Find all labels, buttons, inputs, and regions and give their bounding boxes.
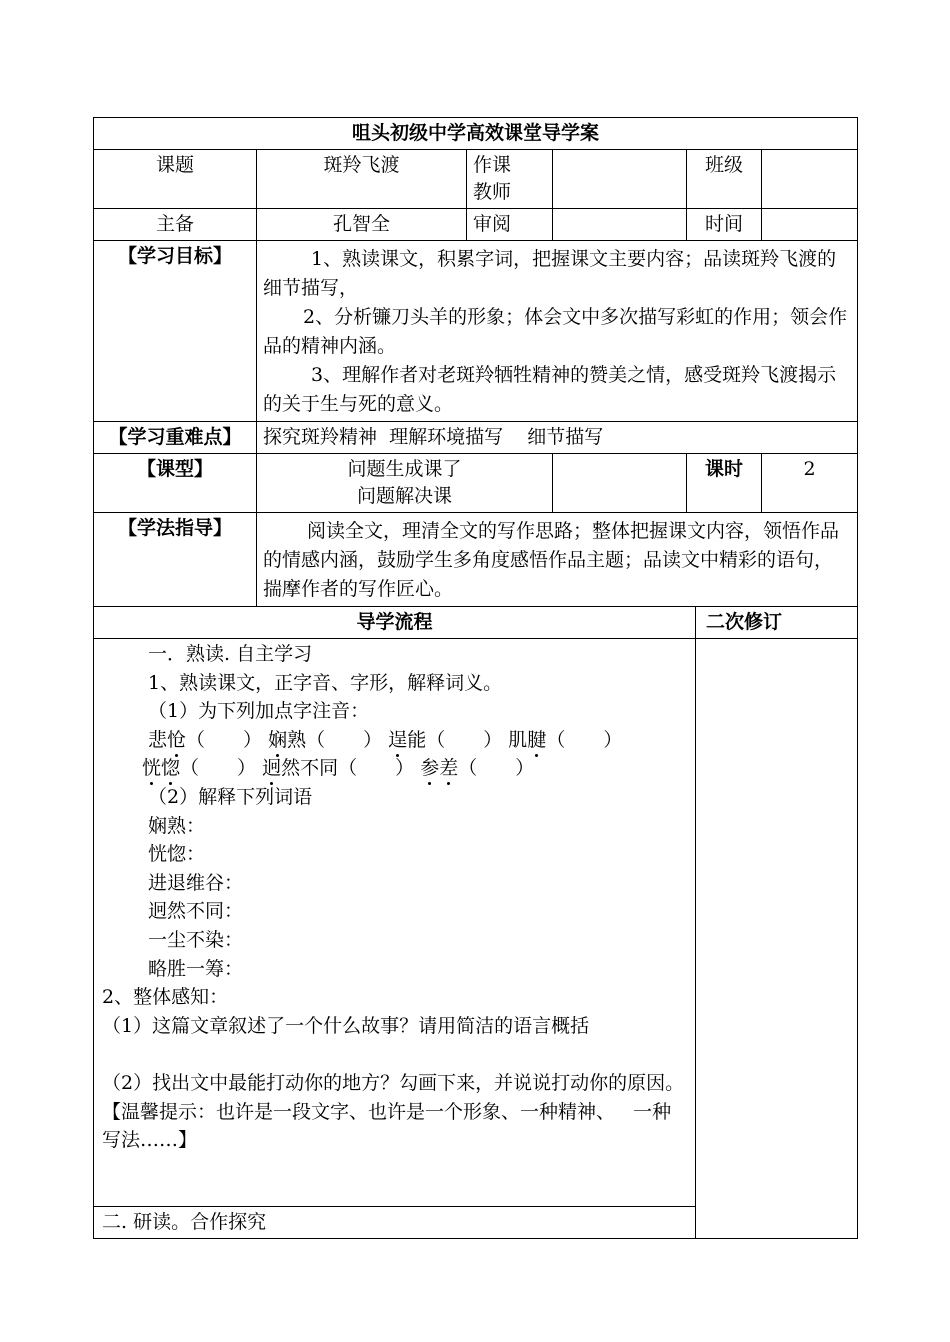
pinyin-word — [268, 729, 382, 751]
difficulty-value: 探究斑羚精神 理解环境描写 细节描写 — [257, 422, 858, 454]
term-item: 进退维谷： — [148, 871, 244, 894]
answer-blank[interactable]: （ ） — [546, 728, 623, 751]
term-item: 迥然不同： — [148, 900, 244, 923]
pinyin-row-2 — [102, 754, 687, 783]
pinyin-word — [420, 757, 534, 779]
term-item: 恍惚： — [148, 843, 206, 866]
teacher-label — [467, 150, 553, 209]
question-1: （1）这篇文章叙述了一个什么故事？请用简洁的语言概括 — [102, 1014, 590, 1037]
section-2-title: 2、整体感知： — [102, 986, 229, 1009]
word-char: 肌 — [508, 728, 528, 751]
pinyin-word — [388, 729, 502, 751]
lesson-type-label: 【课型】 — [94, 454, 257, 513]
page-title: 咀头初级中学高效课堂导学案 — [94, 118, 858, 150]
period-value: 2 — [762, 454, 858, 513]
review-value[interactable] — [553, 209, 687, 241]
class-value[interactable] — [762, 150, 858, 209]
time-label: 时间 — [687, 209, 762, 241]
term-item: 略胜一筹： — [148, 957, 244, 980]
dotted-char: 恍 — [142, 757, 162, 780]
word-char: 熟 — [287, 728, 307, 751]
goals-label: 【学习目标】 — [94, 241, 257, 422]
word-char: 悲 — [148, 728, 168, 751]
term-item: 娴熟： — [148, 814, 206, 837]
section-1-item-1: 1、熟读课文，正字音、字形，解释词义。 — [148, 671, 503, 694]
spacer — [102, 1040, 687, 1069]
lesson-plan — [93, 117, 857, 1239]
answer-blank[interactable]: （ ） — [458, 757, 535, 780]
dotted-char: 怆 — [167, 728, 187, 751]
word-char: 能 — [407, 728, 427, 751]
teacher-label-line2: 教师 — [473, 181, 512, 203]
pinyin-word — [148, 729, 262, 751]
dotted-char: 差 — [439, 757, 459, 780]
answer-blank[interactable]: （ ） — [186, 728, 263, 751]
lesson-type-line1: 问题生成课了 — [347, 458, 462, 480]
pinyin-row-1 — [102, 726, 687, 755]
review-label: 审阅 — [467, 209, 553, 241]
goals-content — [257, 241, 858, 422]
answer-blank[interactable]: （ ） — [180, 757, 257, 780]
lead-label: 主备 — [94, 209, 257, 241]
method-value — [257, 513, 858, 607]
pinyin-word — [142, 757, 256, 779]
flow-table — [93, 606, 858, 1239]
answer-blank[interactable]: （ ） — [306, 728, 383, 751]
answer-blank[interactable]: （ ） — [338, 757, 415, 780]
revision-column[interactable] — [696, 639, 858, 1239]
answer-blank[interactable]: （ ） — [426, 728, 503, 751]
time-value[interactable] — [762, 209, 858, 241]
goal-item: 3、理解作者对老斑羚牺牲精神的赞美之情，感受斑羚飞渡揭示的关于生与死的意义。 — [263, 364, 837, 415]
topic-label: 课题 — [94, 150, 257, 209]
pinyin-word — [262, 757, 414, 779]
period-label: 课时 — [687, 454, 762, 513]
lesson-type-value — [257, 454, 553, 513]
lesson-plan-table — [93, 117, 858, 607]
topic-value: 斑羚飞渡 — [257, 150, 467, 209]
section-1-sub-2: （2）解释下列词语 — [148, 785, 313, 808]
revision-header: 二次修订 — [696, 607, 858, 639]
class-label: 班级 — [687, 150, 762, 209]
question-2: （2）找出文中最能打动你的地方？勾画下来，并说说打动你的原因。【温馨提示：也许是一段文字、也许是一个形象、一种精神、 一种写法……】 — [102, 1071, 685, 1152]
method-text: 阅读全文，理清全文的写作思路；整体把握课文内容，领悟作品的情感内涵，鼓励学生多角度感悟作品主题；品读文中精彩的语句，揣摩作者的写作匠心。 — [263, 520, 840, 600]
lesson-type-empty — [553, 454, 687, 513]
word-char: 然不同 — [281, 757, 339, 780]
goal-item: 2、分析镰刀头羊的形象；体会文中多次描写彩虹的作用；领会作品的精神内涵。 — [263, 306, 848, 357]
dotted-char: 迥 — [262, 757, 282, 780]
lesson-type-line2: 问题解决课 — [356, 485, 452, 507]
section-1-title: 一．熟读. 自主学习 — [148, 643, 313, 665]
dotted-char: 娴 — [268, 728, 288, 751]
goal-item: 1、熟读课文，积累字词，把握课文主要内容；品读斑羚飞渡的细节描写， — [263, 248, 837, 299]
dotted-char: 腱 — [527, 728, 547, 751]
teacher-value[interactable] — [553, 150, 687, 209]
section-3-title: 二. 研读。合作探究 — [94, 1207, 696, 1239]
dotted-char: 参 — [420, 757, 440, 780]
section-1-sub-1: （1）为下列加点字注音： — [148, 700, 370, 723]
flow-content — [94, 639, 696, 1207]
term-item: 一尘不染： — [148, 928, 244, 951]
lead-value: 孔智全 — [257, 209, 467, 241]
dotted-char: 逞 — [388, 728, 408, 751]
difficulty-label: 【学习重难点】 — [94, 422, 257, 454]
pinyin-word — [508, 729, 622, 751]
teacher-label-line1: 作课 — [473, 154, 512, 176]
method-label: 【学法指导】 — [94, 513, 257, 607]
flow-header: 导学流程 — [94, 607, 696, 639]
dotted-char: 惚 — [161, 757, 181, 780]
